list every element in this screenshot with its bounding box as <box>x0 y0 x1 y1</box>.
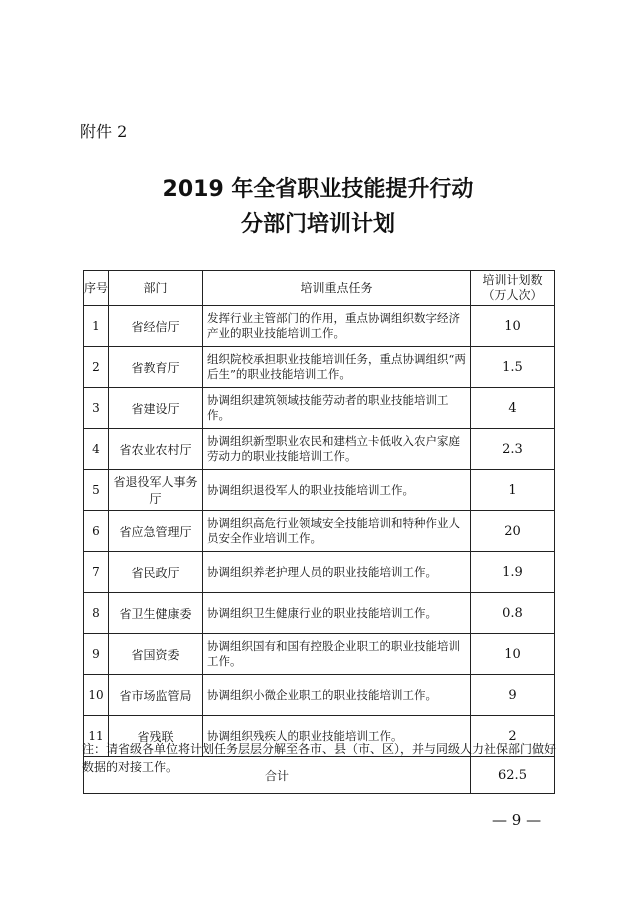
row-task: 发挥行业主管部门的作用，重点协调组织数字经济产业的职业技能培训工作。 <box>203 306 471 347</box>
header-task: 培训重点任务 <box>203 271 471 306</box>
table-row <box>84 347 555 388</box>
row-task: 协调组织建筑领域技能劳动者的职业技能培训工作。 <box>203 388 471 429</box>
table-row <box>84 552 555 593</box>
row-count: 1.9 <box>471 552 555 593</box>
row-count: 1 <box>471 470 555 511</box>
header-count-line1: 培训计划数 <box>482 273 543 287</box>
row-count: 10 <box>471 634 555 675</box>
table-body <box>84 306 555 757</box>
table-row <box>84 593 555 634</box>
row-index: 11 <box>84 716 109 757</box>
row-task: 协调组织退役军人的职业技能培训工作。 <box>203 470 471 511</box>
header-index: 序号 <box>84 271 109 306</box>
row-count: 9 <box>471 675 555 716</box>
attachment-label: 附件 2 <box>80 122 128 141</box>
row-count: 10 <box>471 306 555 347</box>
row-task: 组织院校承担职业技能培训任务，重点协调组织“两后生”的职业技能培训工作。 <box>203 347 471 388</box>
row-dept: 省经信厅 <box>109 306 203 347</box>
row-task: 协调组织新型职业农民和建档立卡低收入农户家庭劳动力的职业技能培训工作。 <box>203 429 471 470</box>
row-index: 1 <box>84 306 109 347</box>
header-count-line2: （万人次） <box>482 288 543 302</box>
row-index: 5 <box>84 470 109 511</box>
row-index: 2 <box>84 347 109 388</box>
row-count: 4 <box>471 388 555 429</box>
row-task: 协调组织国有和国有控股企业职工的职业技能培训工作。 <box>203 634 471 675</box>
row-dept: 省残联 <box>109 716 203 757</box>
row-dept: 省退役军人事务厅 <box>109 470 203 511</box>
row-dept: 省市场监管局 <box>109 675 203 716</box>
row-task: 协调组织养老护理人员的职业技能培训工作。 <box>203 552 471 593</box>
row-dept: 省农业农村厅 <box>109 429 203 470</box>
table-header-row <box>84 271 555 306</box>
table-row <box>84 429 555 470</box>
row-count: 0.8 <box>471 593 555 634</box>
header-dept: 部门 <box>109 271 203 306</box>
row-count: 20 <box>471 511 555 552</box>
row-dept: 省国资委 <box>109 634 203 675</box>
total-label: 合计 <box>84 757 471 794</box>
table-row <box>84 511 555 552</box>
row-count: 1.5 <box>471 347 555 388</box>
row-index: 10 <box>84 675 109 716</box>
row-task: 协调组织高危行业领域安全技能培训和特种作业人员安全作业培训工作。 <box>203 511 471 552</box>
row-dept: 省应急管理厅 <box>109 511 203 552</box>
row-dept: 省教育厅 <box>109 347 203 388</box>
row-index: 8 <box>84 593 109 634</box>
row-index: 4 <box>84 429 109 470</box>
table-row <box>84 470 555 511</box>
table-row <box>84 306 555 347</box>
page-number: — 9 — <box>492 811 542 829</box>
document-title-line1: 2019 年全省职业技能提升行动 <box>162 177 474 202</box>
row-index: 9 <box>84 634 109 675</box>
table-row <box>84 675 555 716</box>
row-index: 3 <box>84 388 109 429</box>
total-value: 62.5 <box>471 757 555 794</box>
row-task: 协调组织小微企业职工的职业技能培训工作。 <box>203 675 471 716</box>
row-task: 协调组织卫生健康行业的职业技能培训工作。 <box>203 593 471 634</box>
row-dept: 省民政厅 <box>109 552 203 593</box>
footnote: 注：请省级各单位将计划任务层层分解至各市、县（市、区），并与同级人力社保部门做好数据的对接工作。 <box>82 742 557 774</box>
document-title-line2: 分部门培训计划 <box>240 212 395 237</box>
row-count: 2.3 <box>471 429 555 470</box>
row-index: 7 <box>84 552 109 593</box>
row-count: 2 <box>471 716 555 757</box>
table-row <box>84 388 555 429</box>
row-dept: 省建设厅 <box>109 388 203 429</box>
table-row <box>84 634 555 675</box>
row-dept: 省卫生健康委 <box>109 593 203 634</box>
row-task: 协调组织残疾人的职业技能培训工作。 <box>203 716 471 757</box>
row-index: 6 <box>84 511 109 552</box>
training-plan-table <box>83 270 555 794</box>
header-count <box>471 271 555 306</box>
